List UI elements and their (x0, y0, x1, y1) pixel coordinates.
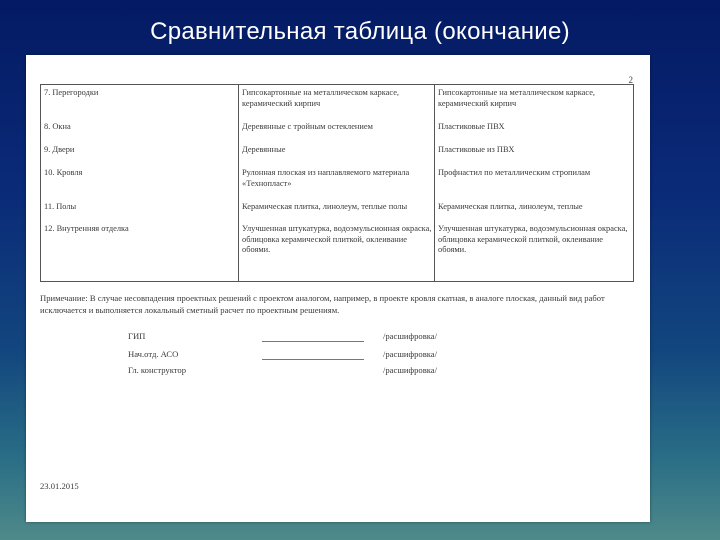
row-item: 10. Кровля (44, 168, 83, 177)
row-analog-value: Улучшенная штукатурка, водоэмульсионная окраска, облицовка керамической плиткой, оклеивание обоями. (438, 224, 628, 254)
row-analog-value: Пластиковые из ПВХ (438, 145, 515, 154)
signature-role: ГИП (128, 331, 146, 341)
note-paragraph: Примечание: В случае несовпадения проектных решений с проектом аналогом, например, в проекте кровля скатная, в аналоге плоская, данный вид работ исключается и выполняется локальный сметный расчет по проектным решениям. (40, 293, 605, 315)
row-analog-value: Керамическая плитка, линолеум, теплые (438, 202, 583, 211)
row-item: 11. Полы (44, 202, 77, 211)
document-date: 23.01.2015 (40, 481, 79, 491)
row-item: 8. Окна (44, 122, 71, 131)
document-page (26, 55, 650, 522)
signature-decode: /расшифровка/ (383, 331, 437, 341)
signature-decode: /расшифровка/ (383, 349, 437, 359)
signature-line (262, 359, 364, 360)
signature-role: Нач.отд. АСО (128, 349, 179, 359)
row-project-value: Гипсокартонные на металлическом каркасе, керамический кирпич (242, 88, 400, 108)
row-item: 12. Внутренняя отделка (44, 224, 129, 233)
row-item: 7. Перегородки (44, 88, 99, 97)
column-divider (238, 85, 239, 281)
row-analog-value: Пластиковые ПВХ (438, 122, 505, 131)
page-number: 2 (628, 75, 633, 85)
row-project-value: Улучшенная штукатурка, водоэмульсионная окраска, облицовка керамической плиткой, оклеивание обоями. (242, 224, 432, 254)
signature-decode: /расшифровка/ (383, 365, 437, 375)
comparison-table (40, 84, 634, 282)
row-item: 9. Двери (44, 145, 75, 154)
row-project-value: Рулонная плоская из наплавляемого материала «Технопласт» (242, 168, 410, 188)
row-project-value: Деревянные (242, 145, 286, 154)
signature-line (262, 341, 364, 342)
row-project-value: Керамическая плитка, линолеум, теплые полы (242, 202, 408, 211)
column-divider (434, 85, 435, 281)
row-analog-value: Профнастил по металлическим стропилам (438, 168, 591, 177)
signature-role: Гл. конструктор (128, 365, 186, 375)
slide-title: Сравнительная таблица (окончание) (150, 18, 570, 45)
row-project-value: Деревянные с тройным остеклением (242, 122, 373, 131)
row-analog-value: Гипсокартонные на металлическом каркасе, керамический кирпич (438, 88, 596, 108)
